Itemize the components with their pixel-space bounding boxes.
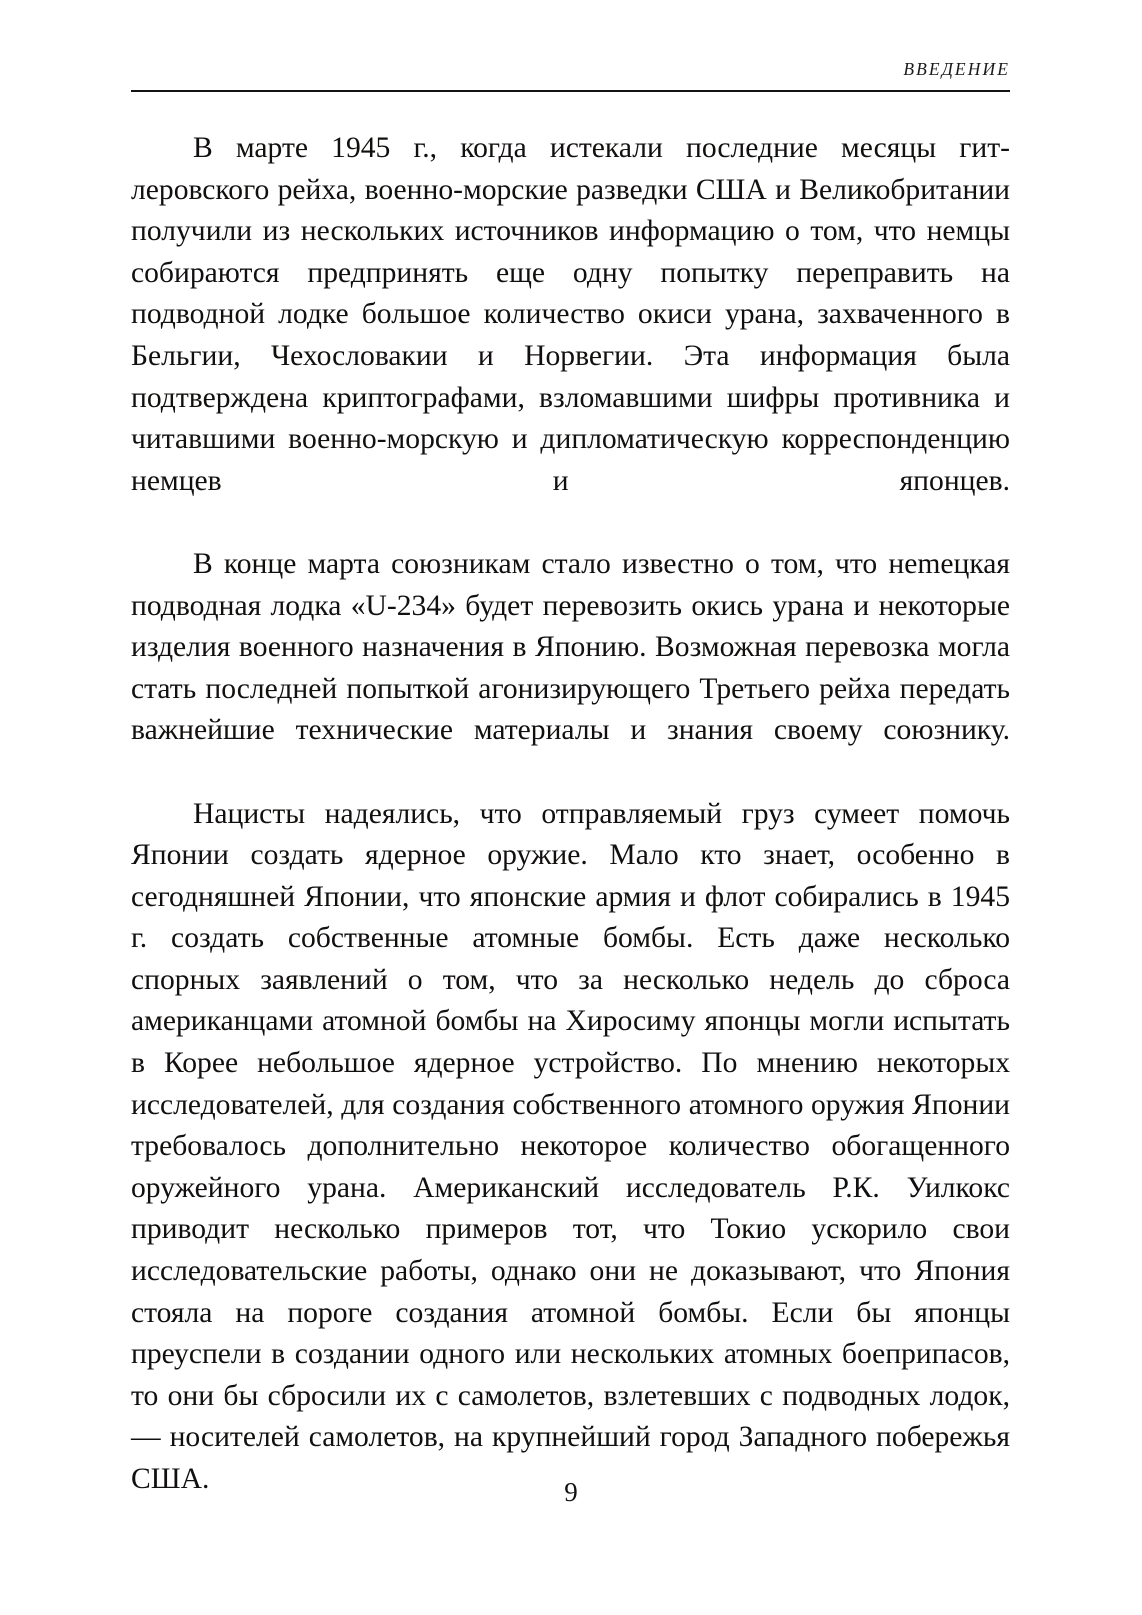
running-header [131, 58, 1010, 92]
paragraph: Нацисты надеялись, что отправляемый груз сумеет помочь Японии создать ядерное оружие. Мало кто знает, особенно в сегодняшней Японии, что японские армия и флот собирались в 1945 г. создать собственные атомные бомбы. Есть даже несколько спорных заявлений о том, что за несколько недель до сброса американцами атомной бомбы на Хиросиму японцы могли испытать в Корее небольшое ядерное устройство. По мнению некоторых исследователей, для создания собственного атомного оружия Японии требовалось дополнительно некоторое количество обогащенного оружейного урана. Американский исследователь Р.К. Уилкокс приводит несколько примеров тот, что Токио ускорило свои исследовательские работы, однако они не доказывают, что Япония стояла на пороге создания атомной бомбы. Если бы японцы преуспели в создании одного или нескольких атомных боеприпасов, то они бы сбросили их с самолетов, взлетевших с подводных лодок, — носителей самолетов, на крупнейший город Западного побережья США. [131, 797, 1010, 1495]
paragraph: В конце марта союзникам стало известно о том, что неmецкая подводная лодка «U-234» будет перевозить окись урана и некоторые изделия военного назначения в Японию. Возможная перевозка могла стать последней попыткой агонизирующего Третьего рейха передать важнейшие технические материалы и знания своему союзнику. [131, 547, 1010, 747]
page-footer [0, 1476, 1142, 1508]
header-divider-rule [131, 90, 1010, 92]
running-header-title: ВВЕДЕНИЕ [903, 58, 1010, 79]
body-text-block [131, 128, 1010, 1542]
paragraph: В марте 1945 г., когда истекали последние месяцы гитлеровского рейха, военно-морские разведки США и Великобритании получили из нескольких источников информацию о том, что немцы собираются предпринять еще одну попытку переправить на подводной лодке большое количество окиси урана, захваченного в Бельгии, Чехословакии и Норвегии. Эта информация была подтверждена криптографами, взломавшими шифры противника и читавшими военно-морскую и дипломатическую корреспонденцию немцев и японцев. [131, 132, 1010, 497]
page-number: 9 [564, 1477, 578, 1507]
